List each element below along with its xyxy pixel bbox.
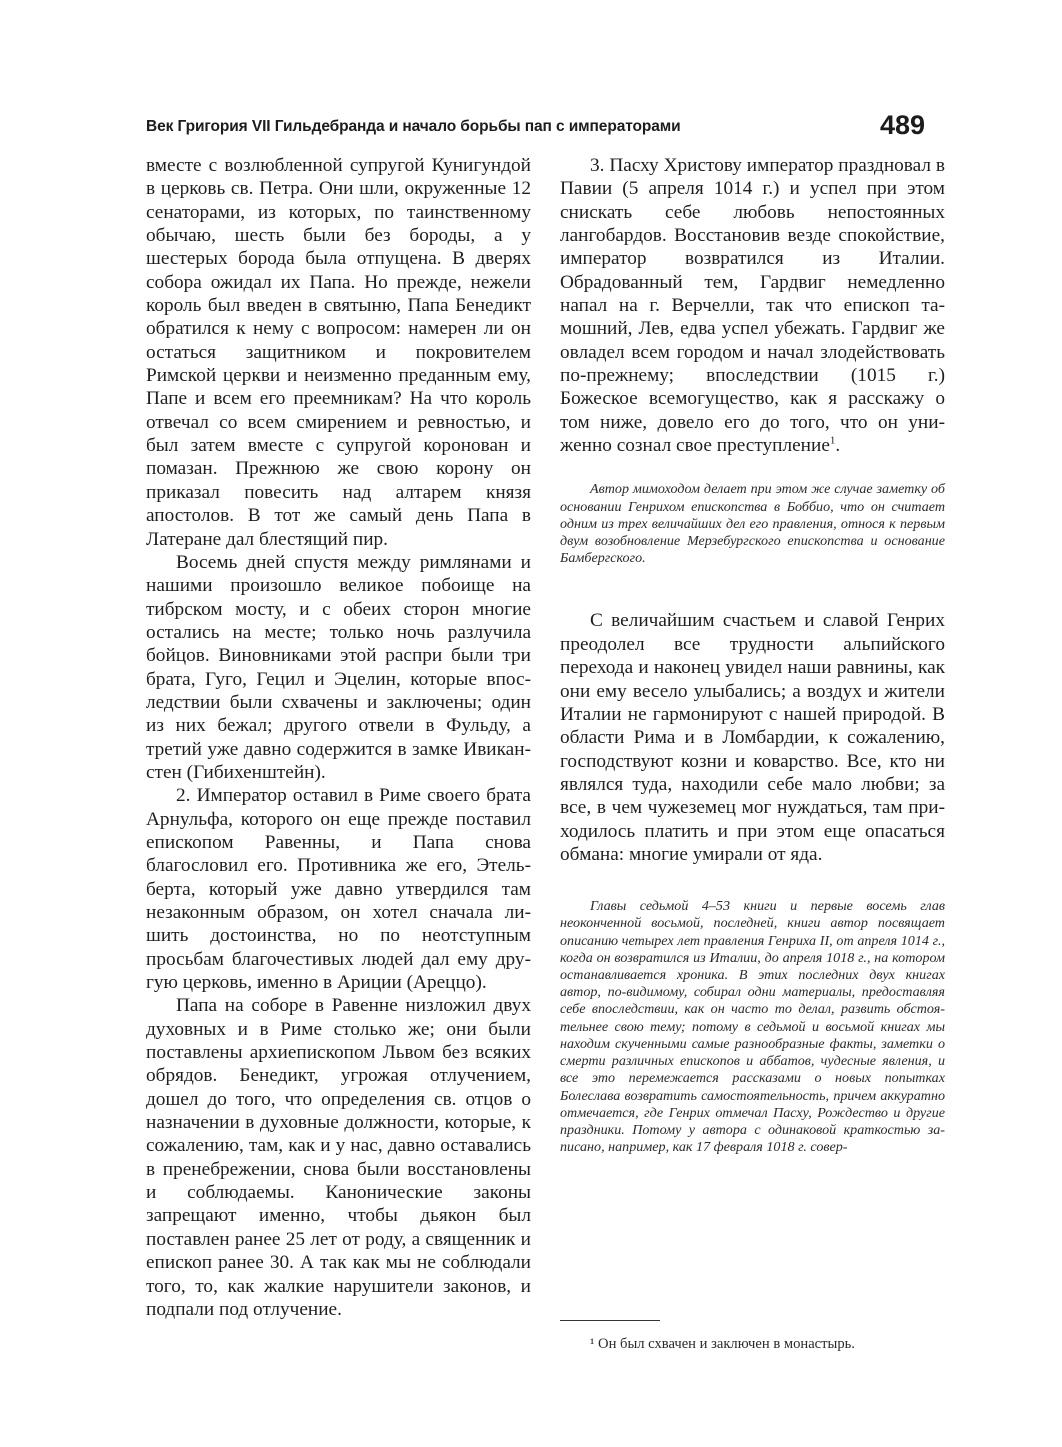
editorial-note: Главы седьмой 4–53 книги и первые восемь глав неоконченной восьмой, последней, книги автор посвящает описанию четырех лет правления Генриха II, от апреля 1014 г., когда он возвратился из Италии, до апреля 1018 г., на котором останавливается хроника. В этих последних двух книгах автор, по-видимому, собирал одни материалы, предоставляя себе впоследствии, как он часто то делал, развить обстоятельнее свою тему; потому в седьмой и восьмой книгах мы находим скученными самые разнообразные факты, заметки о смерти различных епископов и аббатов, чудесные явления, и все это перемежается рассказами о новых попытках Болеслава возвратить самостоятельность, причем аккуратно отмечается, где Генрих отмечал Пасху, Рождество и другие праздники. Потому у автора с одинаковой краткостью записано, например, как 17 февраля 1018 г. совер- <box>560 898 945 1156</box>
paragraph: вместе с возлюбленной супругой Кунигундой в церковь св. Петра. Они шли, окруженные 12 сенаторами, из которых, по таинственному обычаю, шесть были без бороды, а у шестерых борода была отпущена. В дверях собора ожидал их Папа. Но прежде, нежели король был введен в святыню, Папа Бенедикт обратился к нему с вопросом: намерен ли он остаться защитником и покровителем Римской церкви и неизменно преданным ему, Папе и всем его преемникам? На что король отвечал со всем смирением и ревностью, и был затем вместе с супругой коронован и помазан. Прежнюю же свою корону он приказал повесить над алтарем князя апостолов. В тот же самый день Папа в Латеране дал блестящий пир. <box>146 155 531 550</box>
editorial-note: Автор мимоходом делает при этом же случае заметку об основании Генрихом епископства в Боббио, что он считает одним из трех величайших дел его правления, относя к первым двум возобновление Мерзебургского епископства и основание Бамбергского. <box>560 481 945 567</box>
paragraph: Восемь дней спустя между римлянами и нашими произошло великое побоище на тибрском мосту, и с обеих сторон многие остались на месте; только ночь разлучила бойцов. Виновниками этой распри были три брата, Гуго, Гецил и Эцелин, которые впоследствии были схвачены и заключены; один из них бежал; другого отвели в Фульду, а третий уже давно содержится в замке Ивиканстен (Гибихенштейн). <box>146 551 531 783</box>
footnote-reference[interactable]: 1 <box>829 434 836 447</box>
footnote: ¹ Он был схвачен и заключен в монастырь. <box>590 1336 855 1352</box>
paragraph-text: 3. Пасху Христову император праздновал в Павии (5 апреля 1014 г.) и успел при этом снискать себе любовь непостоянных лангобардов. Восстановив везде спокойствие, император возвратился из Италии. Обрадованный тем, Гардвиг немедленно напал на г. Верчелли, так что епископ тамошний, Лев, едва успел убежать. Гардвиг же овладел всем городом и начал злодействовать по-прежнему; впоследствии (1015 г.) Божеское всемогущество, как я расскажу о том ниже, довело его до того, что он униженно сознал свое преступление <box>560 155 945 457</box>
page-number: 489 <box>880 110 926 140</box>
paragraph: С величайшим счастьем и славой Генрих преодолел все трудности альпийского перехода и наконец увидел наши равнины, как они ему весело улыбались; а воздух и жители Италии не гармонируют с нашей природой. В области Рима и в Ломбардии, к сожалению, господствуют козни и коварство. Все, кто ни являлся туда, находили себе мало любви; за все, в чем чужеземец мог нуждаться, там приходилось платить и при этом еще опасаться обмана: многие умирали от яда. <box>560 610 945 865</box>
left-column <box>146 154 531 1321</box>
paragraph <box>560 154 945 457</box>
paragraph-end: . <box>835 435 841 457</box>
running-title: Век Григория VII Гильдебранда и начало борьбы пап с императорами <box>146 118 681 135</box>
paragraph: Папа на соборе в Равенне низложил двух духовных и в Риме столько же; они были поставлены архиепископом Львом без всяких обрядов. Бенедикт, угрожая отлучением, дошел до того, что определения св. отцов о назначении в духовные должности, которые, к сожалению, там, как и у нас, давно оставались в пренебрежении, снова были восстановлены и соблюдаемы. Канонические законы запрещают именно, чтобы дьякон был поставлен ранее 25 лет от роду, а священник и епископ ранее 30. А так как мы не соблюдали того, то, как жалкие нарушители законов, и подпали под отлучение. <box>146 995 531 1320</box>
right-column <box>560 154 945 1156</box>
footnote-divider <box>560 1320 660 1321</box>
paragraph: 2. Император оставил в Риме своего брата Арнульфа, которого он еще прежде поставил епископом Равенны, и Папа снова благословил его. Противника же его, Этельберта, который уже давно утвердился там незаконным образом, он хотел сначала лишить достоинства, но по неотступным просьбам благочестивых людей дал ему другую церковь, именно в Ариции (Ареццо). <box>146 785 531 994</box>
